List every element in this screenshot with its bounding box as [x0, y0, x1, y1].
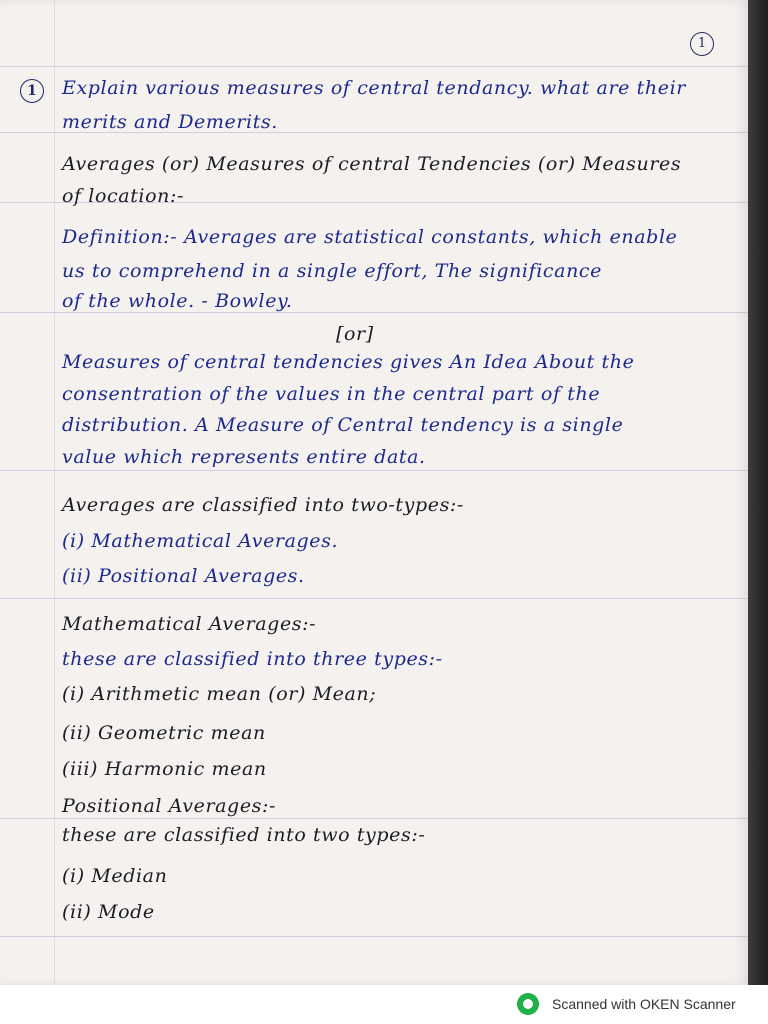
- item-arithmetic-mean: (i) Arithmetic mean (or) Mean;: [62, 683, 377, 705]
- heading-averages-cont: of location:-: [62, 185, 185, 207]
- ruled-line: [0, 66, 748, 67]
- mathematical-heading: Mathematical Averages:-: [62, 613, 317, 635]
- definition-line-3: of the whole. - Bowley.: [62, 290, 293, 312]
- classification-heading: Averages are classified into two-types:-: [62, 494, 464, 516]
- ruled-line: [0, 598, 748, 599]
- definition-line-1: Definition:- Averages are statistical constants, which enable: [62, 226, 678, 248]
- question-line-1: Explain various measures of central tendancy. what are their: [62, 77, 686, 99]
- heading-averages: Averages (or) Measures of central Tendencies (or) Measures: [62, 153, 682, 175]
- question-line-2: merits and Demerits.: [62, 111, 278, 133]
- page-number: 1: [690, 32, 714, 56]
- paragraph-line-4: value which represents entire data.: [62, 446, 426, 468]
- ruled-line: [0, 470, 748, 471]
- paragraph-line-2: consentration of the values in the central part of the: [62, 383, 601, 405]
- item-harmonic-mean: (iii) Harmonic mean: [62, 758, 267, 780]
- question-number: 1: [20, 79, 44, 103]
- or-separator: [or]: [336, 323, 374, 345]
- item-geometric-mean: (ii) Geometric mean: [62, 722, 266, 744]
- positional-heading: Positional Averages:-: [62, 795, 277, 817]
- type-positional: (ii) Positional Averages.: [62, 565, 305, 587]
- ruled-line: [0, 818, 748, 819]
- scanner-watermark-text: Scanned with OKEN Scanner: [552, 996, 736, 1012]
- margin-line: [54, 0, 55, 985]
- mathematical-types-intro: these are classified into three types:-: [62, 648, 443, 670]
- definition-line-2: us to comprehend in a single effort, The significance: [62, 260, 602, 282]
- paragraph-line-1: Measures of central tendencies gives An Idea About the: [62, 351, 635, 373]
- paragraph-line-3: distribution. A Measure of Central tendency is a single: [62, 414, 624, 436]
- ruled-line: [0, 936, 748, 937]
- type-mathematical: (i) Mathematical Averages.: [62, 530, 339, 552]
- item-median: (i) Median: [62, 865, 168, 887]
- scanner-logo-icon: [517, 993, 539, 1015]
- ruled-line: [0, 312, 748, 313]
- page-edge-shadow: [748, 0, 768, 985]
- item-mode: (ii) Mode: [62, 901, 155, 923]
- positional-types-intro: these are classified into two types:-: [62, 824, 426, 846]
